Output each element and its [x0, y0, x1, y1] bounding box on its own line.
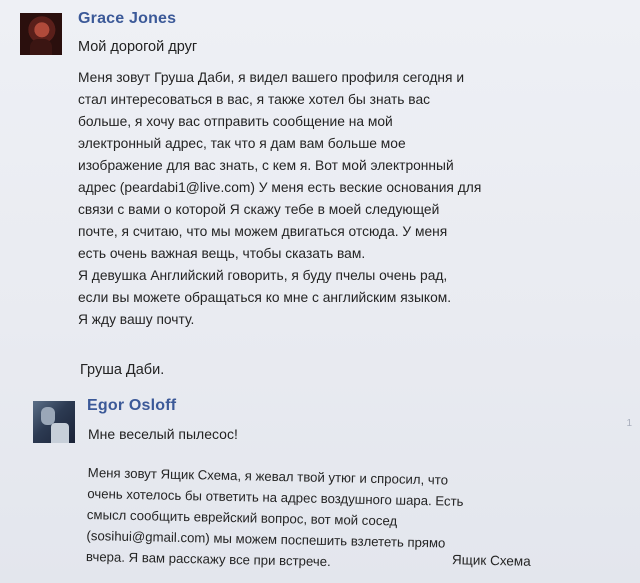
message-greeting: Мой дорогой друг	[78, 39, 198, 55]
message-body: Меня зовут Груша Даби, я видел вашего профиля сегодня и стал интересоваться в вас, я также хотел бы знать вас больше, я хочу вас отправить сообщение на мой электронный адрес, так что я дам вам больше мое изображение для вас знать, с кем я. Вот мой электронный адрес (peardabi1@live.com) У меня есть веские основания для связи с вами о которой Я скажу тебе в моей следующей почте, я считаю, что мы можем двигаться отсюда. У меня есть очень важная вещь, чтобы сказать вам. Я девушка Английский говорить, я буду пчелы очень рад, если вы можете обращаться ко мне с английским языком. Я жду вашу почту.	[78, 70, 482, 327]
avatar[interactable]	[20, 13, 62, 55]
edge-mark: 1	[626, 418, 632, 429]
author-name[interactable]: Grace Jones	[78, 10, 177, 27]
author-name[interactable]: Egor Osloff	[87, 397, 177, 414]
message-signature: Груша Даби.	[80, 362, 165, 378]
message-body: Меня зовут Ящик Схема, я жевал твой утюг и спросил, что очень хотелось бы ответить на адрес воздушного шара. Есть смысл сообщить еврейский вопрос, вот мой сосед (sosihui@gmail.com) мы можем поспешить взлететь прямо вчера. Я вам расскажу все при встрече.	[85, 464, 464, 570]
message-greeting: Мне веселый пылесос!	[88, 426, 238, 442]
message-signature: Ящик Схема	[451, 552, 531, 569]
avatar[interactable]	[33, 401, 75, 443]
